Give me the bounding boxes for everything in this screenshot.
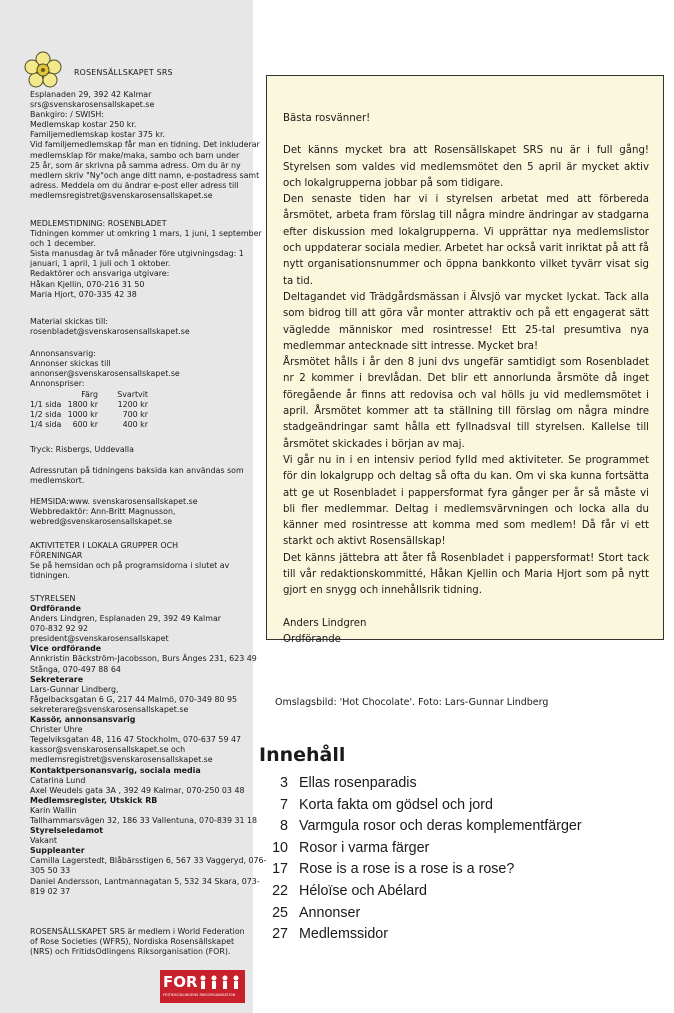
toc-item-title: Annonser — [299, 904, 361, 921]
contact-block — [30, 90, 260, 201]
letter-paragraph: Det känns mycket bra att Rosensällskapet SRS nu är i full gång! Styrelsen som valdes vid medlemsmötet den 5 april är mycket aktiv och lokalgrupperna jobbar på som tidigare. — [283, 145, 649, 189]
text-line: (NRS) och FritidsOdlingens Riksorganisation (FOR). — [30, 947, 231, 957]
toc-item-title: Héloïse och Abélard — [299, 882, 427, 899]
price-header-cell: Färg — [81, 390, 98, 399]
text-line: 25 år, som är skrivna på samma adress. Om du är ny — [30, 160, 241, 170]
board-detail: 070-832 92 92 — [30, 624, 89, 634]
price-cell: 1800 kr — [67, 400, 98, 410]
board-detail: Daniel Andersson, Lantmannagatan 5, 532 34 Skara, 073- — [30, 876, 260, 886]
board-role: Sekreterare — [30, 674, 84, 684]
text-line: medlem skriv "Ny"och ange ditt namn, e-postadress samt — [30, 170, 260, 180]
text-line: Vid familjemedlemskap får man en tidning. Det inkluderar — [30, 140, 260, 150]
board-detail: Tegelviksgatan 48, 116 47 Stockholm, 070-637 59 47 — [30, 735, 242, 745]
board-role: Medlemsregister, Utskick RB — [30, 795, 158, 805]
toc-item-title: Varmgula rosor och deras komplementfärger — [299, 818, 582, 835]
letter-greeting: Bästa rosvänner! — [283, 113, 371, 124]
board-detail: 305 50 33 — [30, 866, 71, 876]
footer-block — [30, 927, 252, 957]
text-line: ROSENSÄLLSKAPET SRS är medlem i World Federation — [30, 927, 245, 936]
letter-paragraph: Den senaste tiden har vi i styrelsen arbetat med att förbereda årsmötet, arbeta fram förslag till några mindre ändringar av stadgarna efter diskussion med lokalgrupperna. Vi upprättar nya medlemslistor och uppdaterar sociala medier. Arbetet har också varit inriktat på att få nytt organisationsnummer och öppna bankkonto vilket tyvärr visat sig ta tid. — [283, 194, 649, 287]
text-line: AKTIVITETER I LOKALA GRUPPER OCH — [30, 541, 179, 550]
cover-caption: Omslagsbild: 'Hot Chocolate'. Foto: Lars-Gunnar Lindberg — [275, 697, 549, 708]
letter-paragraph: Deltagandet vid Trädgårdsmässan i Älvsjö var mycket lyckat. Tack alla som bidrog till att göra vår monter attraktiv och på ett engagerat sätt vägledde människor med rosintresse! Ett 25-tal presumtiva nya medlemmar antecknade sitt intresse. Mycket bra! — [283, 291, 649, 352]
text-line: webred@svenskarosensallskapet.se — [30, 517, 173, 527]
adressrutan-block — [30, 466, 252, 486]
price-cell: 1/1 sida — [30, 400, 62, 410]
board-role: Ordförande — [30, 604, 81, 613]
toc-page-number: 3 — [280, 775, 288, 791]
text-line: HEMSIDA:www. svenskarosensallskapet.se — [30, 497, 198, 506]
for-logo — [160, 970, 245, 1003]
text-line: Medlemskap kostar 250 kr. — [30, 120, 137, 130]
text-line: medlemsklap för make/maka, sambo och barn under — [30, 150, 240, 160]
text-line: Annonsansvarig: — [30, 349, 96, 358]
board-detail: Fågelbacksgatan 6 G, 217 44 Malmö, 070-349 80 95 — [30, 694, 238, 704]
board-detail: 819 02 37 — [30, 886, 71, 896]
toc-page-number: 17 — [272, 861, 288, 878]
board-detail: Camilla Lagerstedt, Blåbärsstigen 6, 567 33 Vaggeryd, 076- — [30, 856, 267, 866]
toc-item — [259, 924, 659, 946]
text-line: tidningen. — [30, 571, 70, 581]
text-line: medlemsregistret@svenskarosensallskapet.se — [30, 190, 213, 200]
toc-page-number: 10 — [272, 839, 288, 856]
text-line: Håkan Kjellin, 070-216 31 50 — [30, 279, 145, 289]
toc-item — [259, 881, 659, 903]
toc-item — [259, 838, 659, 860]
board-detail: medlemsregistret@svenskarosensallskapet.se — [30, 755, 213, 765]
text-line: Se på hemsidan och på programsidorna i slutet av — [30, 561, 230, 571]
price-cell: 400 kr — [122, 420, 148, 430]
sidebar — [0, 0, 267, 1013]
toc-item-title: Rosor i varma färger — [299, 839, 430, 856]
board-detail: Annkristin Bäckström-Jacobsson, Burs Änges 231, 623 49 — [30, 654, 257, 664]
board-detail: Vakant — [30, 836, 57, 846]
table-of-contents — [259, 773, 659, 946]
text-line: Annonspriser: — [30, 379, 85, 389]
toc-item — [259, 795, 659, 817]
board-detail: Anders Lindgren, Esplanaden 29, 392 49 Kalmar — [30, 614, 222, 624]
board-detail: Axel Weudels gata 3A , 392 49 Kalmar, 070-250 03 48 — [30, 785, 245, 795]
board-role: Styrelseledamot — [30, 826, 104, 836]
text-line: Bankgiro: / SWISH: — [30, 110, 104, 120]
hemsida-block — [30, 497, 252, 527]
people-icon — [198, 974, 242, 990]
price-header-cell: Svartvit — [117, 390, 148, 399]
text-line: Esplanaden 29, 392 42 Kalmar — [30, 90, 152, 99]
price-cell: 1/2 sida — [30, 410, 62, 420]
price-cell: 600 kr — [72, 420, 98, 430]
text-line: of Rose Societies (WFRS), Nordiska Rosensällskapet — [30, 937, 235, 947]
text-line: srs@svenskarosensallskapet.se — [30, 100, 155, 110]
text-line: Annonser skickas till — [30, 359, 111, 369]
board-role: Suppleanter — [30, 846, 85, 856]
toc-item-title: Rose is a rose is a rose is a rose? — [299, 861, 515, 878]
board-detail: Lars-Gunnar Lindberg, — [30, 684, 119, 694]
signature-title: Ordförande — [283, 633, 341, 645]
toc-page-number: 8 — [280, 818, 288, 835]
text-line: Familjemedlemskap kostar 375 kr. — [30, 130, 166, 140]
material-block — [30, 317, 252, 337]
toc-item-title: Ellas rosenparadis — [299, 775, 417, 791]
text-line: adress. Meddela om du ändrar e-post eller adress till — [30, 180, 239, 190]
price-cell: 1000 kr — [67, 410, 98, 420]
toc-page-number: 27 — [272, 926, 288, 943]
styrelsen-block — [30, 604, 267, 897]
board-role: Vice ordförande — [30, 644, 102, 654]
board-detail: Christer Uhre — [30, 725, 83, 735]
toc-item — [259, 903, 659, 925]
letter-box — [266, 75, 664, 645]
board-detail: president@svenskarosensallskapet — [30, 634, 169, 644]
toc-page-number: 25 — [272, 904, 288, 921]
letter-paragraph: Vi går nu in i en intensiv period fylld med aktiviteter. Se programmet för din lokalgrupp och deltag så ofta du kan. Om vi ska kunna fortsätta att ge ut Rosenbladet i pappersformat fyra gånger per år så måste vi bli fler medlemmar. Deltag i medlemsvärvningen och locka alla du känner med rosintresse att komma med som medlem! Då får vi ett starkt och aktivt Rosensällskap! — [283, 454, 649, 548]
board-detail: Stånga, 070-497 88 64 — [30, 664, 121, 674]
text-line: januari, 1 april, 1 juli och 1 oktober. — [30, 259, 171, 269]
board-role: Kassör, annonsansvarig — [30, 715, 136, 725]
styrelsen-title: STYRELSEN — [30, 594, 76, 603]
text-line: Webbredaktör: Ann-Britt Magnusson, — [30, 507, 176, 517]
price-table — [30, 390, 252, 430]
board-detail: kassor@svenskarosensallskapet.se och — [30, 745, 186, 755]
text-line: och 1 december. — [30, 239, 96, 249]
toc-page-number: 7 — [280, 796, 288, 813]
price-cell: 1200 kr — [117, 400, 148, 410]
toc-item-title: Korta fakta om gödsel och jord — [299, 796, 493, 813]
toc-item — [259, 859, 659, 881]
text-line: MEDLEMSTIDNING: ROSENBLADET — [30, 219, 167, 228]
rose-logo-icon — [23, 51, 63, 89]
letter-paragraph: Det känns jättebra att åter få Rosenbladet i pappersformat! Stort tack till vår redaktionskommitté, Håkan Kjellin och Maria Hjort som på nytt gjort en snygg och innehållsrik tidning. — [283, 552, 649, 597]
text-line: Tidningen kommer ut omkring 1 mars, 1 juni, 1 september — [30, 229, 262, 239]
price-cell: 1/4 sida — [30, 420, 62, 430]
org-name: ROSENSÄLLSKAPET SRS — [74, 68, 173, 77]
text-line: annonser@svenskarosensallskapet.se — [30, 369, 180, 379]
tryck-info: Tryck: Risbergs, Uddevalla — [30, 445, 134, 454]
board-role: Kontaktpersonansvarig, sociala media — [30, 765, 201, 775]
price-header-cell — [30, 390, 56, 400]
text-line: medlemskort. — [30, 476, 85, 486]
board-detail: Tallhammarsvägen 32, 186 33 Vallentuna, 070-839 31 18 — [30, 815, 258, 825]
board-detail: sekreterare@svenskarosensallskapet.se — [30, 704, 189, 714]
signature-name: Anders Lindgren — [283, 617, 367, 629]
board-detail: Karin Wallin — [30, 805, 77, 815]
tidning-block — [30, 219, 262, 300]
text-line: Adressrutan på tidningens baksida kan användas som — [30, 466, 244, 475]
text-line: Material skickas till: — [30, 317, 108, 326]
for-logo-text: FOR — [163, 973, 198, 991]
text-line: FÖRENINGAR — [30, 551, 83, 561]
text-line: Sista manusdag är två månader före utgivningsdag: 1 — [30, 249, 244, 259]
annons-block — [30, 349, 252, 389]
price-cell: 700 kr — [122, 410, 148, 420]
toc-item — [259, 816, 659, 838]
text-line: Maria Hjort, 070-335 42 38 — [30, 289, 137, 299]
text-line: rosenbladet@svenskarosensallskapet.se — [30, 327, 190, 337]
letter-text — [283, 111, 649, 648]
toc-page-number: 22 — [272, 882, 288, 899]
board-detail: Catarina Lund — [30, 775, 86, 785]
for-logo-subtitle: FRITIDSODLINGENS RIKSORGANISATION — [163, 993, 236, 997]
letter-paragraph: Årsmötet hålls i år den 8 juni dvs ungefär samtidigt som Rosenbladet nr 2 kommer i brevlådan. Det blir ett annorlunda årsmöte då inget föregående år finns att redovisa och val hölls ju vid medlemsmötet i april. Årsmötet kommer att ta ställning till förslag om några mindre stadgeändringar samt hålla ett fyllnadsval till styrelsen. Kallelse till årsmötet skickades i början av maj. — [283, 357, 649, 450]
aktiviteter-block — [30, 541, 252, 581]
toc-item — [259, 773, 659, 795]
text-line: Redaktörer och ansvariga utgivare: — [30, 269, 170, 279]
toc-title: Innehåll — [259, 744, 346, 766]
toc-item-title: Medlemssidor — [299, 926, 388, 943]
